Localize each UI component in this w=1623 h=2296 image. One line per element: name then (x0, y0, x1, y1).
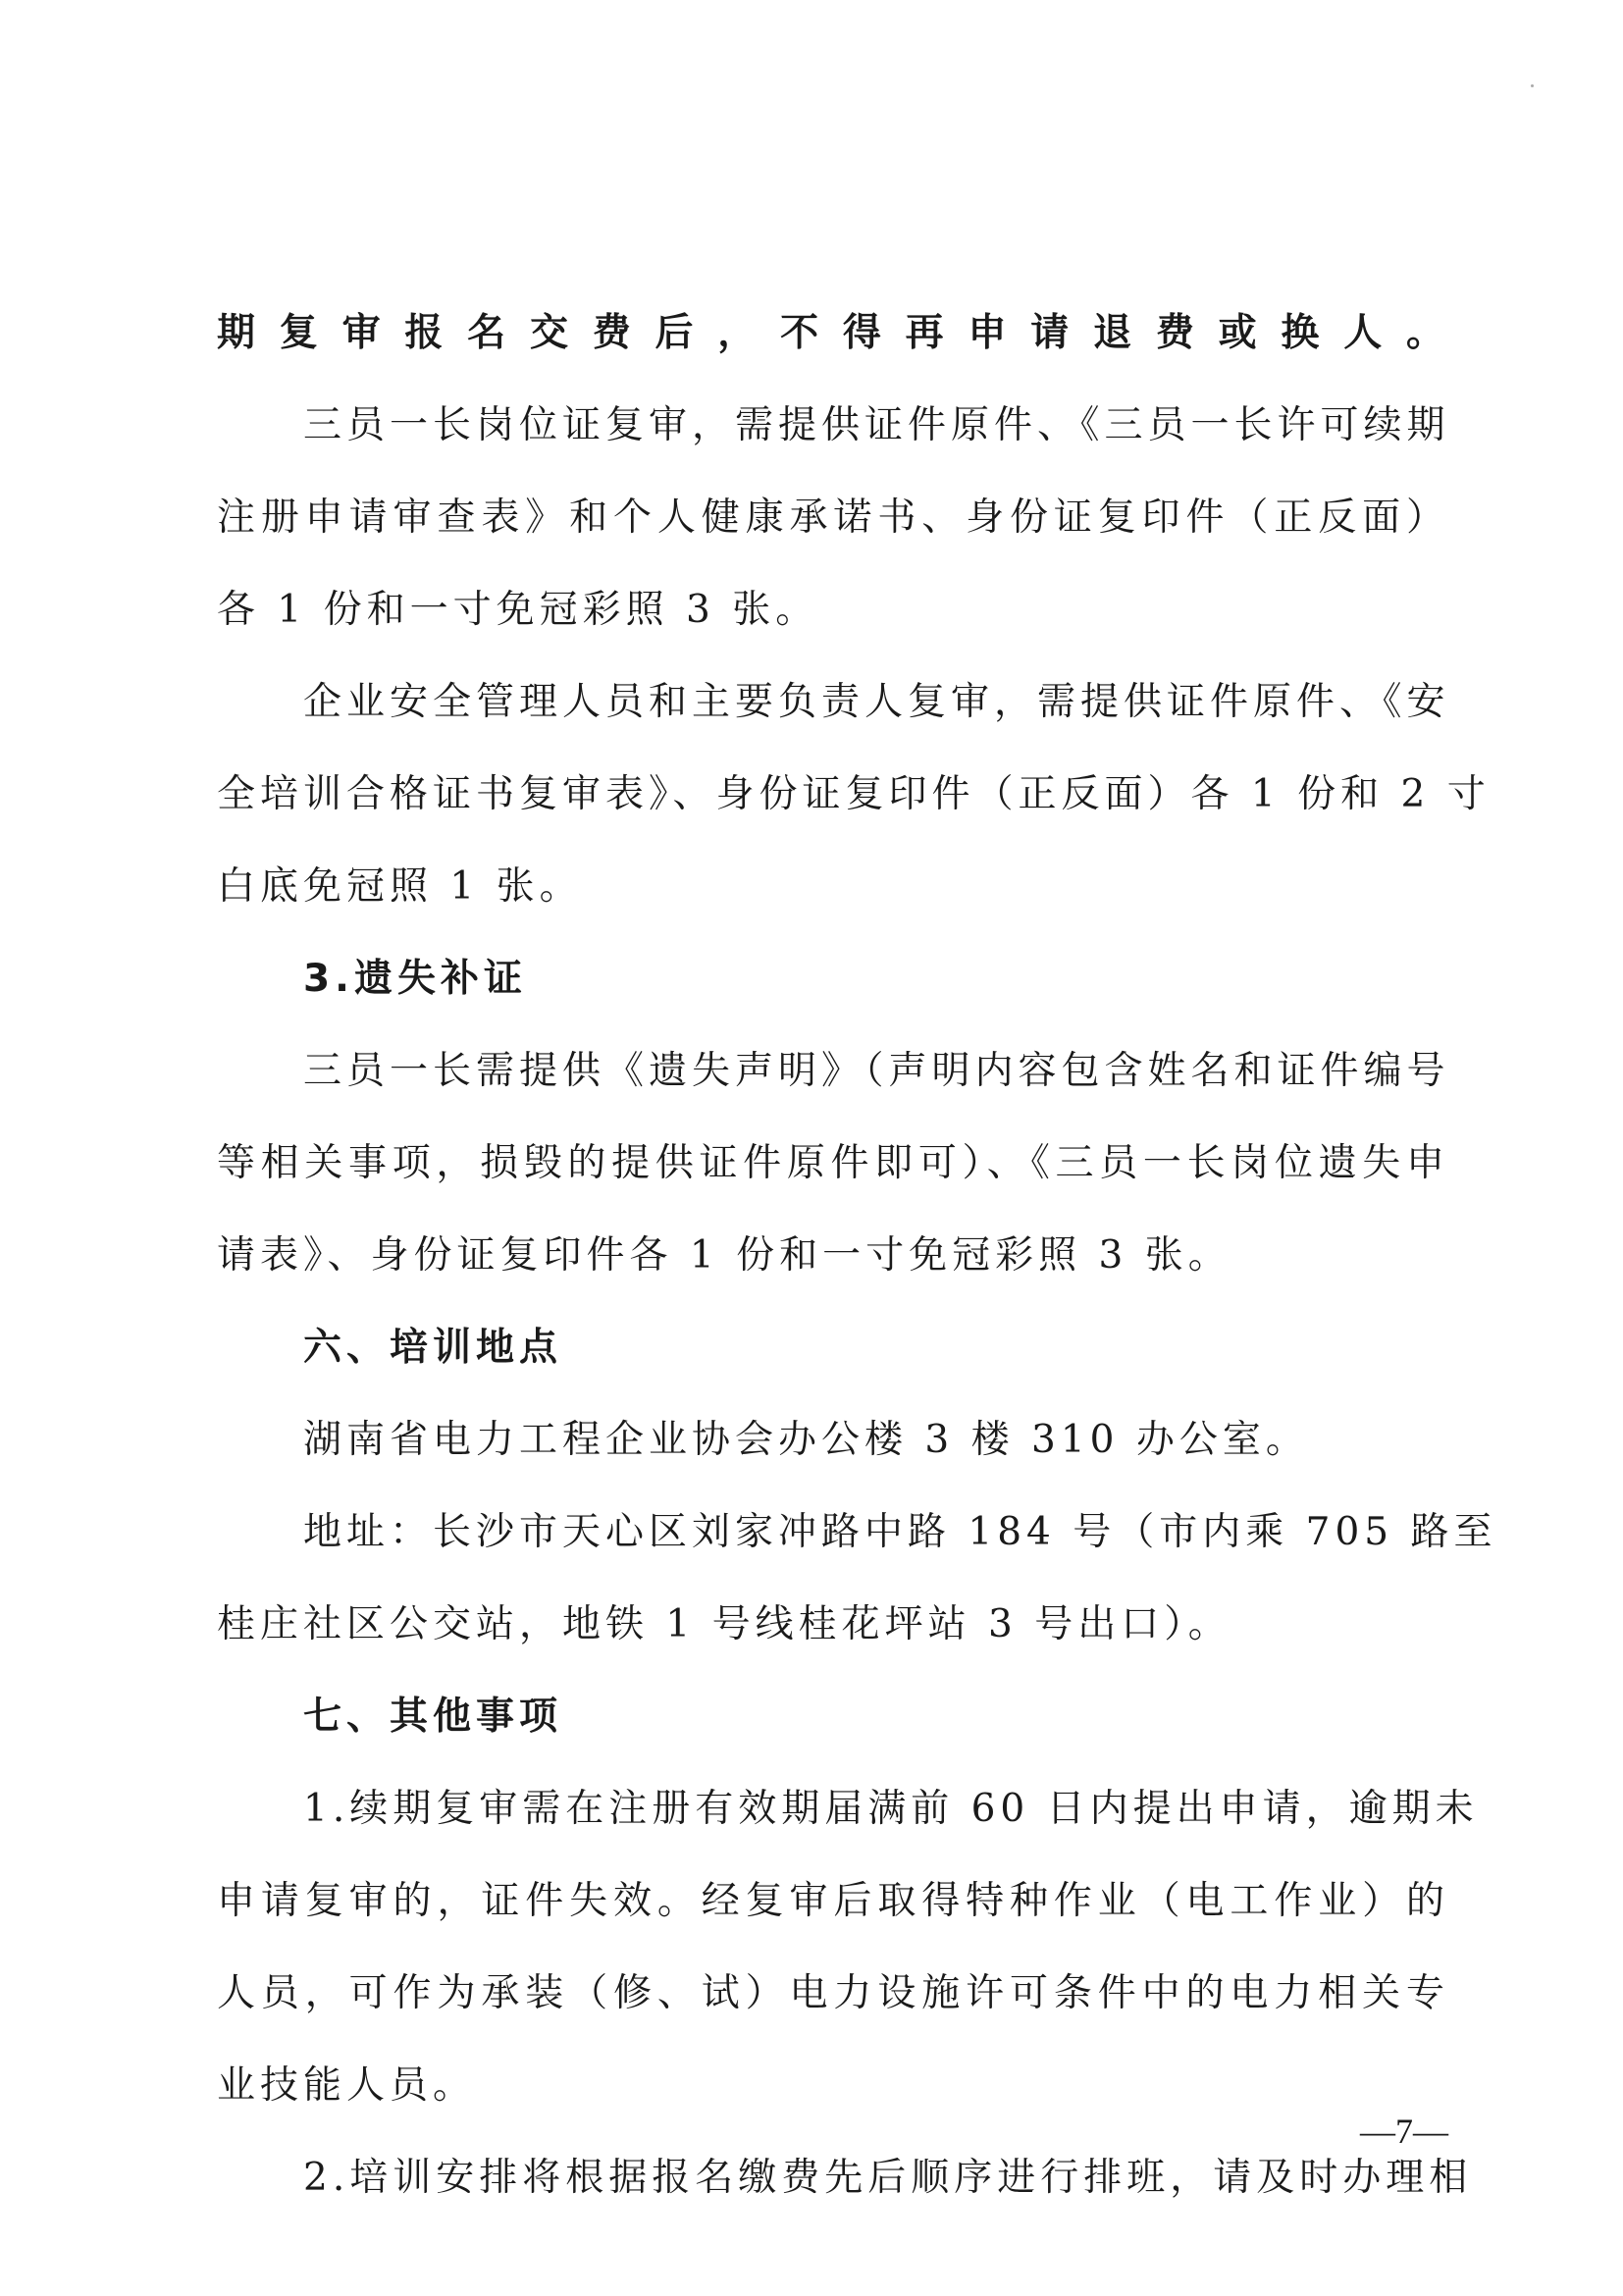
document-body (217, 287, 1497, 2224)
section-heading-training-location: 六、培训地点 (303, 1326, 563, 1370)
text-line-item-2: 2.培训安排将根据报名缴费先后顺序进行排班，请及时办理相 (303, 2156, 1473, 2200)
page-number: —7— (1360, 2112, 1448, 2151)
text-line-renewal-three-staff: 三员一长岗位证复审，需提供证件原件、《三员一长许可续期 (303, 403, 1450, 447)
text-line: 各 1 份和一寸免冠彩照 3 张。 (217, 588, 819, 632)
text-line-continuation-bold: 期复审报名交费后，不得再申请退费或换人。 (217, 311, 1449, 355)
text-line-lost-certificate: 三员一长需提供《遗失声明》（声明内容包含姓名和证件编号 (303, 1049, 1450, 1093)
text-line: 桂庄社区公交站，地铁 1 号线桂花坪站 3 号出口）。 (217, 1602, 1231, 1646)
text-line: 申请复审的，证件失效。经复审后取得特种作业（电工作业）的 (217, 1879, 1449, 1923)
section-heading-other-matters: 七、其他事项 (303, 1695, 563, 1739)
text-line: 注册申请审查表》和个人健康承诺书、身份证复印件（正反面） (217, 496, 1449, 540)
text-line: 业技能人员。 (217, 2063, 477, 2108)
text-line-office: 湖南省电力工程企业协会办公楼 3 楼 310 办公室。 (303, 1418, 1309, 1462)
subheading-lost-certificate: 3.遗失补证 (303, 957, 527, 1001)
text-line: 全培训合格证书复审表》、身份证复印件（正反面）各 1 份和 2 寸 (217, 772, 1491, 816)
text-line-renewal-managers: 企业安全管理人员和主要负责人复审，需提供证件原件、《安 (303, 680, 1450, 724)
text-line: 等相关事项，损毁的提供证件原件即可）、《三员一长岗位遗失申 (217, 1141, 1449, 1185)
margin-mark (1531, 84, 1534, 87)
text-line: 白底免冠照 1 张。 (217, 864, 583, 909)
text-line: 人员，可作为承装（修、试）电力设施许可条件中的电力相关专 (217, 1971, 1449, 2015)
text-line: 请表》、身份证复印件各 1 份和一寸免冠彩照 3 张。 (217, 1233, 1231, 1278)
text-line-item-1: 1.续期复审需在注册有效期届满前 60 日内提出申请，逾期未 (303, 1787, 1479, 1831)
text-line-address: 地址：长沙市天心区刘家冲路中路 184 号（市内乘 705 路至 (303, 1510, 1497, 1554)
